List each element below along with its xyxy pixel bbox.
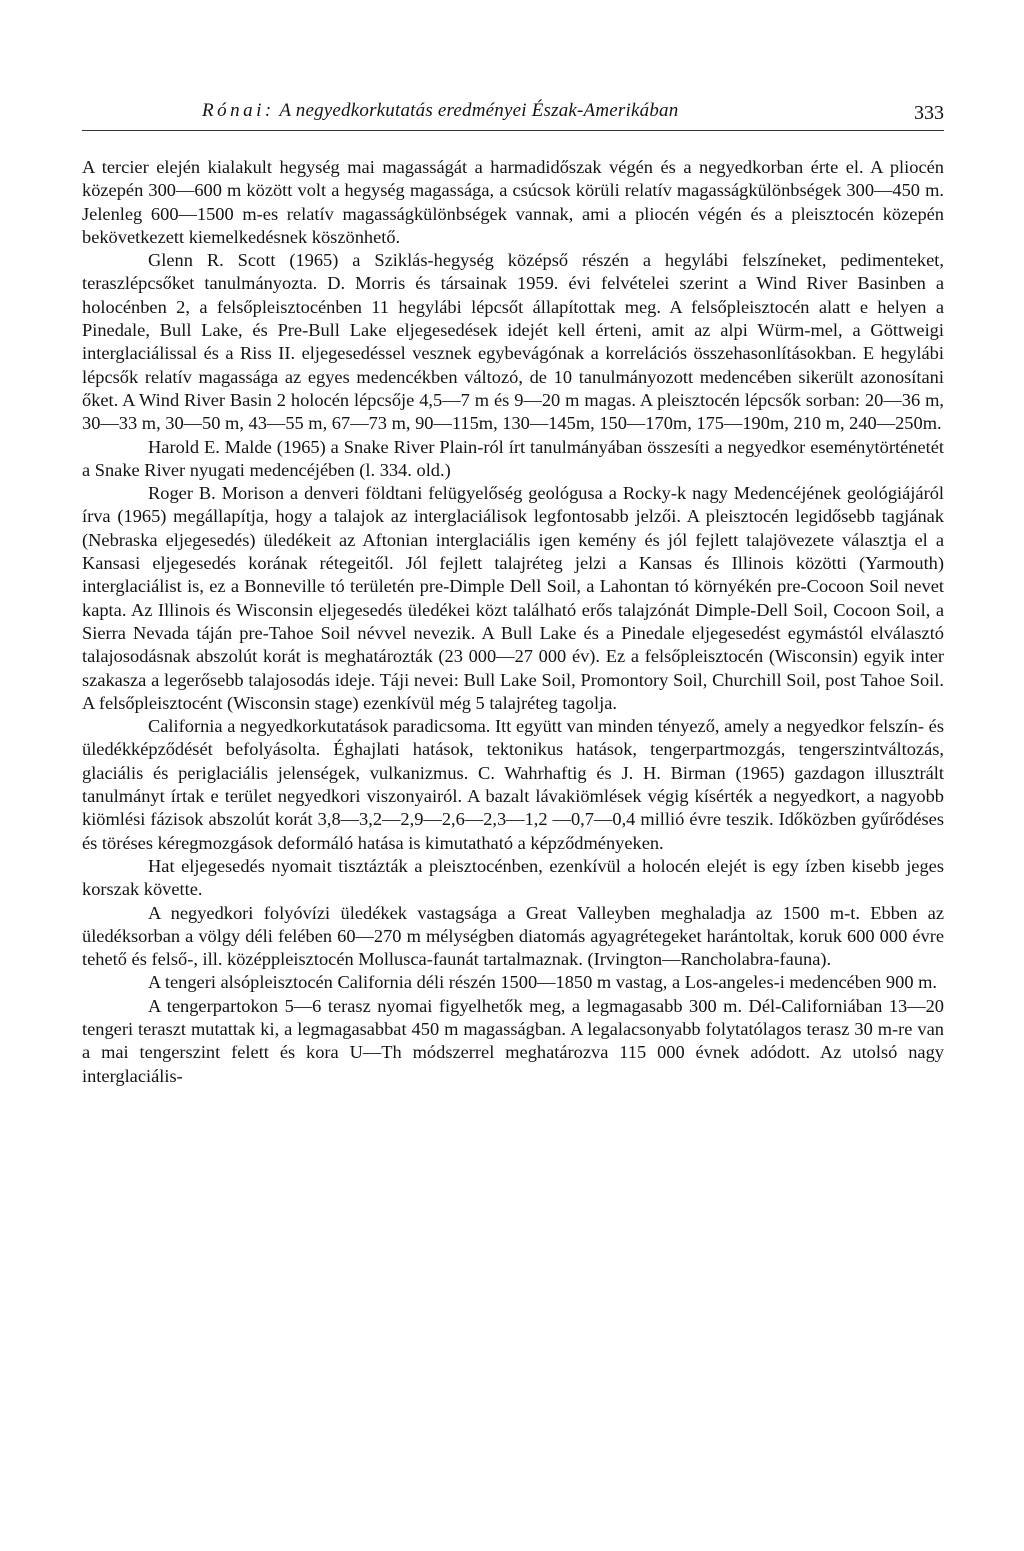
paragraph-9: A tengerpartokon 5—6 terasz nyomai figyelhetők meg, a legmagasabb 300 m. Dél-Californiában 13—20 tengeri teraszt mutattak ki, a legmagasabbat 450 m magasságban. A legalacsonyabb folytatólagos terasz 30 m-re van a mai tengerszint felett és kora U—Th módszerrel meghatározva 115 000 évnek adódott. Az utolsó nagy interglaciális- <box>82 995 944 1086</box>
paragraph-8: A tengeri alsópleisztocén California déli részén 1500—1850 m vastag, a Los-angeles-i medencében 900 m. <box>148 972 938 993</box>
book-page <box>82 92 944 1088</box>
paragraph-7: A negyedkori folyóvízi üledékek vastagsága a Great Valleyben meghaladja az 1500 m-t. Ebben az üledéksorban a völgy déli felében 60—270 m mélységben diatomás agyagrétegeket harántoltak, koruk 600 000 évre tehető és felső-, ill. középpleisztocén Mollusca-faunát tartalmaznak. (Irvington—Rancholabra-fauna). <box>82 902 944 970</box>
paragraph-4: Roger B. Morison a denveri földtani felügyelőség geológusa a Rocky-k nagy Medencéjének geológiájáról írva (1965) megállapítja, hogy a talajok az interglaciálisok legfontosabb jelzői. A pleisztocén legidősebb tagjának (Nebraska eljegesedés) üledékeit az Aftonian interglaciális igen kemény és jól fejlett talajövezete választja el a Kansasi eljegesedés korának rétegeitől. Jól fejlett talajréteg jelzi a Kansas és Illinois közötti (Yarmouth) interglaciálist is, ez a Bonneville tó területén pre-Dimple Dell Soil, a Lahontan tó környékén pre-Cocoon Soil nevet kapta. Az Illinois és Wisconsin eljegesedés üledékei közt található erős talajzónát Dimple-Dell Soil, Cocoon Soil, a Sierra Nevada táján pre-Tahoe Soil névvel nevezik. A Bull Lake és a Pinedale eljegesedést egymástól elválasztó talajosodásnak abszolút korát is meghatározták (23 000—27 000 év). Ez a felsőpleisztocén (Wisconsin) egyik inter szakasza a legerősebb talajosodás ideje. Táji nevei: Bull Lake Soil, Promontory Soil, Churchill Soil, post Tahoe Soil. A felsőpleisztocént (Wisconsin stage) ezenkívül még 5 talajréteg tagolja. <box>82 483 944 713</box>
body-text <box>82 156 944 1088</box>
paragraph-1: A tercier elején kialakult hegység mai magasságát a harmadidőszak végén és a negyedkorban érte el. A pliocén közepén 300—600 m között volt a hegység magassága, a csúcsok körüli relatív magasságkülönbségek 300—450 m. Jelenleg 600—1500 m-es relatív magasságkülönbségek vannak, ami a pliocén végén és a pleisztocén közepén bekövetkezett kiemelkedésnek köszönhető. <box>82 157 944 247</box>
header-rule <box>82 130 944 131</box>
paragraph-5: California a negyedkorkutatások paradicsoma. Itt együtt van minden tényező, amely a negyedkor felszín- és üledékképződését befolyásolta. Éghajlati hatások, tektonikus hatások, tengerpartmozgás, tengerszintváltozás, glaciális és periglaciális jelenségek, vulkanizmus. C. Wahrhaftig és J. H. Birman (1965) gazdagon illusztrált tanulmányt írtak e terület negyedkori viszonyairól. A bazalt lávakiömlések végig kísérték a negyedkort, a nagyobb kiömlési fázisok abszolút korát 3,8—3,2—2,9—2,6—2,3—1,2 —0,7—0,4 millió évre teszik. Időközben gyűrődéses és töréses kéregmozgások deformáló hatása is kimutatható a képződményeken. <box>82 716 944 853</box>
running-head <box>202 100 678 122</box>
running-head-author: Rónai: <box>202 100 275 121</box>
paragraph-2: Glenn R. Scott (1965) a Sziklás-hegység középső részén a hegylábi felszíneket, pedimenteket, teraszlépcsőket tanulmányozta. D. Morris és társainak 1959. évi felvételei szerint a Wind River Basinben a holocénben 2, a felsőpleisztocénben 11 hegylábi lépcsőt állapítottak meg. A felsőpleisztocén alatt e helyen a Pinedale, Bull Lake, és Pre-Bull Lake eljegesedések idejét kell érteni, amit az alpi Würm-mel, a Göttweigi interglaciálissal és a Riss II. eljegesedéssel vesznek egybevágónak a korrelációs összehasonlításokban. E hegylábi lépcsők relatív magassága az egyes medencékben változó, de 10 tanulmányozott medencében sikerült azonosítani őket. A Wind River Basin 2 holocén lépcsője 4,5—7 m és 9—20 m magas. A pleisztocén lépcsők sorban: 20—36 m, 30—33 m, 30—50 m, 43—55 m, 67—73 m, 90—115m, 130—145m, 150—170m, 175—190m, 210 m, 240—250m. <box>82 250 944 434</box>
page-number: 333 <box>914 102 944 124</box>
running-head-title: A negyedkorkutatás eredményei Észak-Amerikában <box>279 100 679 121</box>
paragraph-3: Harold E. Malde (1965) a Snake River Plain-ról írt tanulmányában összesíti a negyedkor eseménytörténetét a Snake River nyugati medencéjében (l. 334. old.) <box>82 436 944 480</box>
paragraph-6: Hat eljegesedés nyomait tisztázták a pleisztocénben, ezenkívül a holocén elejét is egy ízben kisebb jeges korszak követte. <box>82 855 944 900</box>
page-header <box>82 92 944 132</box>
